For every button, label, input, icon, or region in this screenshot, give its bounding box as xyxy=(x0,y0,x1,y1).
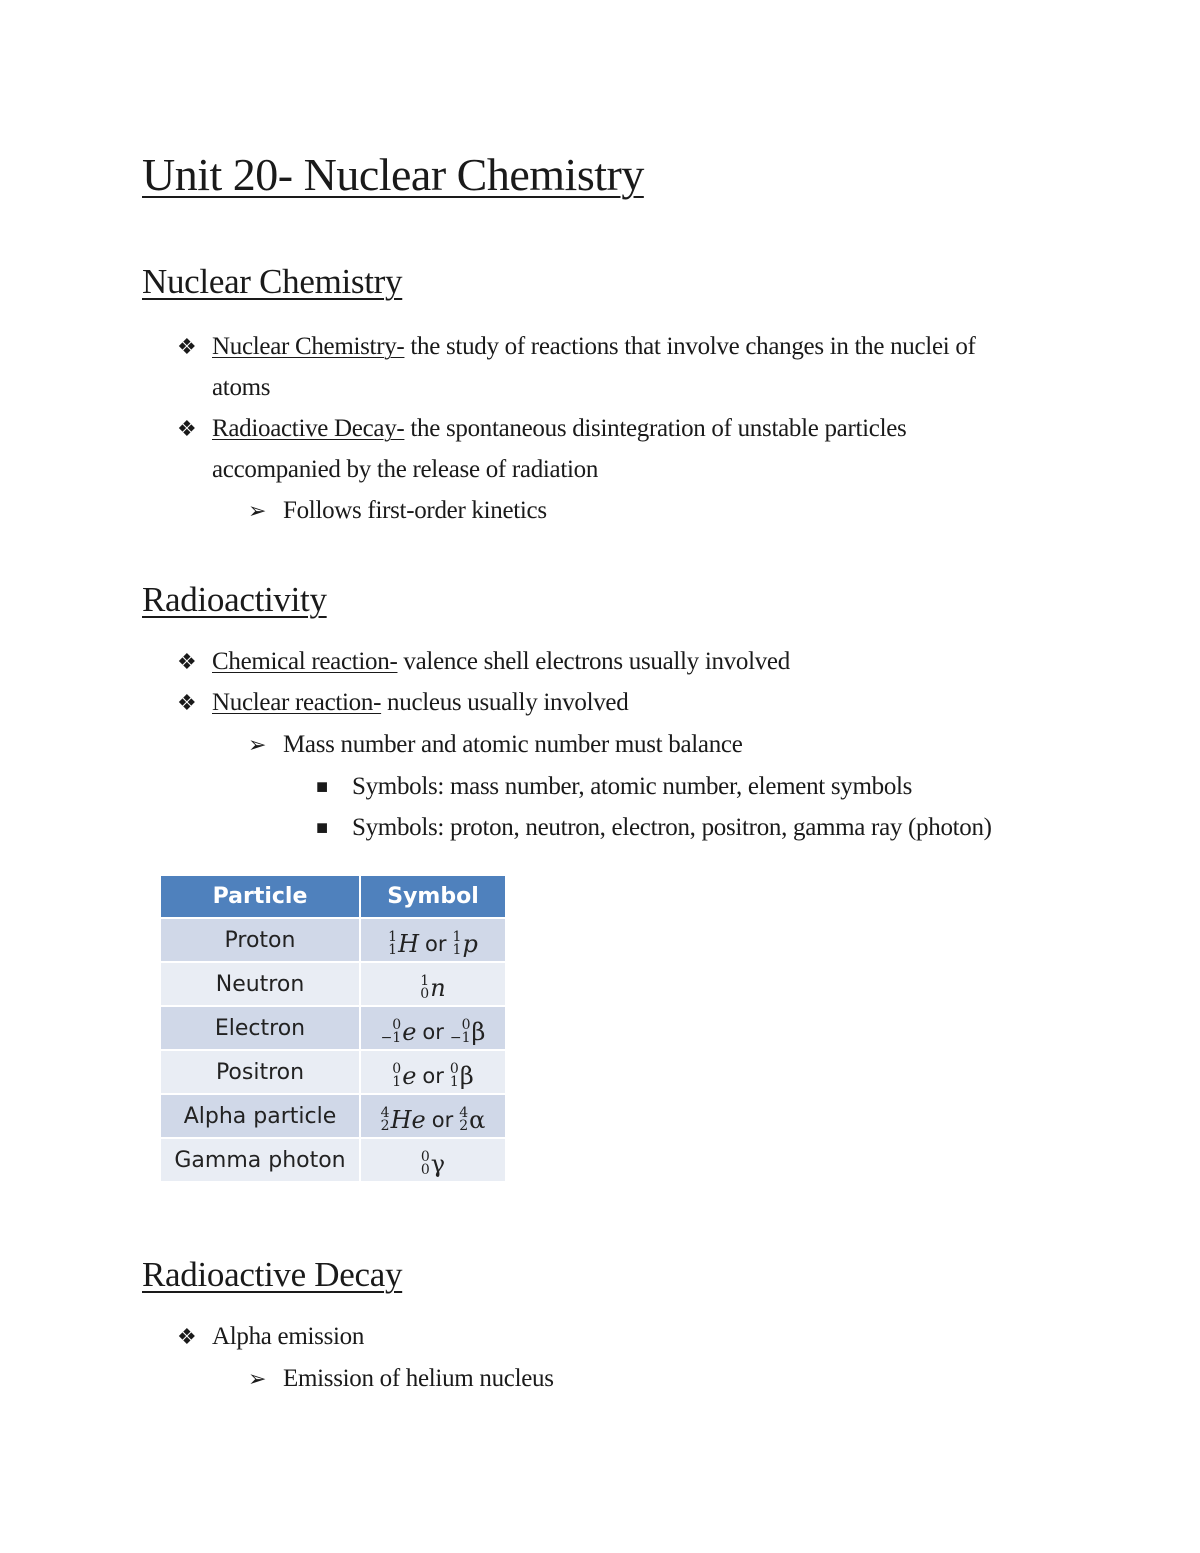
particle-symbol xyxy=(360,962,506,1006)
term: Nuclear reaction- xyxy=(212,689,382,716)
diamond-bullet-icon: ❖ xyxy=(177,1324,197,1349)
definition-text: nucleus usually involved xyxy=(381,689,629,716)
column-header-particle: Particle xyxy=(160,875,360,918)
particle-name: Neutron xyxy=(160,962,360,1006)
table-row-electron xyxy=(160,1006,506,1050)
definition-continuation: atoms xyxy=(212,374,271,401)
particle-symbol xyxy=(360,1050,506,1094)
element-symbol: α xyxy=(469,1106,486,1134)
atomic-number: 1 xyxy=(388,942,398,958)
definition-chemical-reaction xyxy=(212,645,790,679)
table-row-gamma-photon xyxy=(160,1138,506,1182)
particle-symbol xyxy=(360,1006,506,1050)
particle-name: Gamma photon xyxy=(160,1138,360,1182)
element-symbol: n xyxy=(430,974,446,1002)
atomic-number: 2 xyxy=(380,1118,390,1134)
table-header-row xyxy=(160,875,506,918)
element-symbol: β xyxy=(471,1018,486,1046)
element-symbol: e xyxy=(402,1018,417,1046)
element-symbol: p xyxy=(462,930,478,958)
arrow-bullet-icon: ➢ xyxy=(248,732,267,757)
mass-number: 1 xyxy=(452,929,462,945)
element-symbol: H xyxy=(398,930,420,958)
term: Nuclear Chemistry- xyxy=(212,333,405,360)
mass-number: 0 xyxy=(392,1061,402,1077)
sub-sub-bullet-symbols-particles: Symbols: proton, neutron, electron, positron, gamma ray (photon) xyxy=(352,814,992,841)
particle-symbol xyxy=(360,918,506,962)
table-row-alpha-particle xyxy=(160,1094,506,1138)
particle-symbol xyxy=(360,1138,506,1182)
square-bullet-icon: ■ xyxy=(316,776,329,798)
atomic-number: 0 xyxy=(420,1162,430,1178)
mass-number: 0 xyxy=(461,1017,471,1033)
square-bullet-icon: ■ xyxy=(316,817,329,839)
definition-text: valence shell electrons usually involved xyxy=(397,648,790,675)
diamond-bullet-icon: ❖ xyxy=(177,649,197,674)
or-word: or xyxy=(425,932,447,956)
atomic-number: 1 xyxy=(452,942,462,958)
element-symbol: β xyxy=(459,1062,474,1090)
particle-name: Electron xyxy=(160,1006,360,1050)
term: Chemical reaction- xyxy=(212,648,398,675)
definition-text: the spontaneous disintegration of unstable particles xyxy=(404,415,907,442)
mass-number: 1 xyxy=(388,929,398,945)
arrow-bullet-icon: ➢ xyxy=(248,498,267,523)
arrow-bullet-icon: ➢ xyxy=(248,1366,267,1391)
atomic-number: 0 xyxy=(420,986,430,1002)
definition-nuclear-reaction xyxy=(212,686,628,720)
or-word: or xyxy=(422,1064,444,1088)
particle-symbol xyxy=(360,1094,506,1138)
diamond-bullet-icon: ❖ xyxy=(177,334,197,359)
table-row-positron xyxy=(160,1050,506,1094)
sub-bullet-helium-nucleus: Emission of helium nucleus xyxy=(283,1365,554,1392)
section-heading-radioactivity: Radioactivity xyxy=(142,580,327,619)
mass-number: 0 xyxy=(420,1149,430,1165)
term: Radioactive Decay- xyxy=(212,415,405,442)
section-heading-nuclear-chemistry: Nuclear Chemistry xyxy=(142,262,403,301)
mass-number: 4 xyxy=(380,1105,390,1121)
section-heading-radioactive-decay: Radioactive Decay xyxy=(142,1255,403,1294)
definition-text: the study of reactions that involve changes in the nuclei of xyxy=(404,333,976,360)
element-symbol: γ xyxy=(430,1150,446,1178)
mass-number: 1 xyxy=(420,973,430,989)
sub-sub-bullet-symbols-elements: Symbols: mass number, atomic number, element symbols xyxy=(352,773,913,800)
sub-bullet-mass-atomic-balance: Mass number and atomic number must balance xyxy=(283,731,743,758)
definition-nuclear-chemistry xyxy=(212,330,976,364)
particle-name: Proton xyxy=(160,918,360,962)
element-symbol: He xyxy=(390,1106,426,1134)
atomic-number: 1 xyxy=(449,1074,459,1090)
particle-name: Positron xyxy=(160,1050,360,1094)
particle-name: Alpha particle xyxy=(160,1094,360,1138)
page-title: Unit 20- Nuclear Chemistry xyxy=(142,149,644,200)
sub-bullet-first-order-kinetics: Follows first-order kinetics xyxy=(283,497,547,524)
atomic-number: 1 xyxy=(392,1074,402,1090)
atomic-number: 2 xyxy=(459,1118,469,1134)
atomic-number: −1 xyxy=(449,1030,471,1046)
list-item-alpha-emission: Alpha emission xyxy=(212,1323,365,1350)
definition-continuation: accompanied by the release of radiation xyxy=(212,456,599,483)
particle-symbol-table xyxy=(159,874,507,1183)
element-symbol: e xyxy=(402,1062,417,1090)
definition-radioactive-decay xyxy=(212,412,906,446)
mass-number: 0 xyxy=(392,1017,402,1033)
mass-number: 4 xyxy=(459,1105,469,1121)
diamond-bullet-icon: ❖ xyxy=(177,416,197,441)
table-row-neutron xyxy=(160,962,506,1006)
mass-number: 0 xyxy=(449,1061,459,1077)
or-word: or xyxy=(422,1020,444,1044)
atomic-number: −1 xyxy=(380,1030,402,1046)
column-header-symbol: Symbol xyxy=(360,875,506,918)
table-row-proton xyxy=(160,918,506,962)
or-word: or xyxy=(431,1108,454,1132)
diamond-bullet-icon: ❖ xyxy=(177,690,197,715)
